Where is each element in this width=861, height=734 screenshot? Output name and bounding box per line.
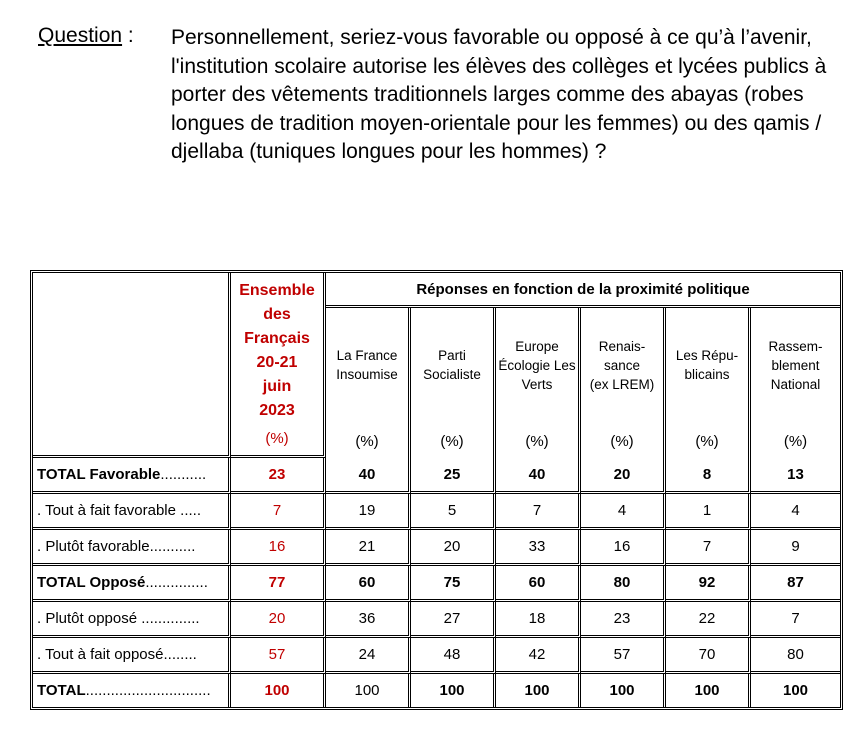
row-label	[33, 494, 231, 530]
party-pct-label: (%)	[440, 433, 464, 450]
party-value: 100	[496, 674, 581, 707]
ensemble-header-cell	[231, 273, 326, 458]
row-label	[33, 674, 231, 707]
row-label-dots: ...........	[149, 538, 196, 555]
results-table	[30, 270, 843, 710]
row-label	[33, 602, 231, 638]
party-name	[326, 308, 408, 422]
party-pct-label: (%)	[525, 433, 549, 450]
party-value: 48	[411, 638, 496, 674]
question-label-text: Question	[38, 24, 123, 47]
party-header-cell	[496, 308, 581, 458]
party-value: 24	[326, 638, 411, 674]
table-row	[33, 494, 840, 530]
party-value: 40	[496, 458, 581, 494]
question-text: Personnellement, seriez-vous favorable ou opposé à ce qu’à l’avenir, l'institution scolaire autorise les élèves des collèges et lycées publics à porter des vêtements traditionnels larges comme des abayas (robes longues de tradition moyen-orientale pour les femmes) ou des qamis / djellaba (tuniques longues pour les hommes) ?	[171, 26, 827, 164]
ensemble-header-line: Français	[244, 330, 310, 347]
political-group-title: Réponses en fonction de la proximité politique	[326, 273, 840, 308]
party-name-line: Insoumise	[336, 367, 398, 382]
row-label-text: TOTAL	[37, 682, 86, 699]
party-value: 100	[326, 674, 411, 707]
party-value: 23	[581, 602, 666, 638]
ensemble-header-line: Ensemble	[239, 282, 315, 299]
party-value: 87	[751, 566, 840, 602]
party-value: 27	[411, 602, 496, 638]
table-row	[33, 602, 840, 638]
question-label	[38, 24, 134, 48]
party-value: 33	[496, 530, 581, 566]
party-value: 20	[581, 458, 666, 494]
party-name	[581, 308, 663, 422]
row-label-text: . Plutôt favorable	[37, 538, 150, 555]
party-value: 20	[411, 530, 496, 566]
ensemble-header-line: des	[263, 306, 291, 323]
row-label	[33, 458, 231, 494]
party-value: 25	[411, 458, 496, 494]
party-value: 80	[751, 638, 840, 674]
party-header-cell	[666, 308, 751, 458]
table-row	[33, 566, 840, 602]
party-value: 40	[326, 458, 411, 494]
row-label-text: . Plutôt opposé	[37, 610, 138, 627]
ensemble-header	[231, 279, 323, 423]
row-label	[33, 530, 231, 566]
party-value: 16	[581, 530, 666, 566]
party-value: 8	[666, 458, 751, 494]
ensemble-header-line: 20-21	[256, 354, 298, 371]
ensemble-value: 77	[231, 566, 326, 602]
party-name-line: blicains	[684, 367, 730, 382]
party-value: 7	[496, 494, 581, 530]
table-row	[33, 458, 840, 494]
corner-cell	[33, 273, 231, 458]
table-body	[33, 458, 840, 707]
party-name	[496, 308, 578, 422]
table-row	[33, 674, 840, 707]
party-value: 36	[326, 602, 411, 638]
party-value: 100	[782, 682, 809, 699]
party-value: 100	[581, 674, 666, 707]
party-name-line: Renais-	[598, 338, 646, 354]
party-value: 42	[496, 638, 581, 674]
ensemble-value: 20	[231, 602, 326, 638]
party-name-line: Socialiste	[423, 367, 481, 382]
ensemble-header-line: 2023	[259, 402, 295, 419]
ensemble-value: 23	[231, 458, 326, 494]
party-value: 100	[411, 674, 496, 707]
party-name-line: (ex LREM)	[589, 376, 655, 392]
party-value: 100	[666, 674, 751, 707]
row-label-text: TOTAL Favorable	[37, 466, 161, 483]
row-label-dots: .....	[175, 502, 201, 519]
results-table-wrapper	[30, 270, 837, 710]
question-label-colon: :	[122, 24, 134, 47]
party-value: 4	[581, 494, 666, 530]
table-row	[33, 530, 840, 566]
party-name-line: La France	[336, 348, 398, 363]
party-name-line: Les Répu-	[675, 348, 739, 363]
row-label-dots: ...............	[145, 574, 208, 591]
party-pct-label: (%)	[355, 433, 379, 450]
party-name	[411, 308, 493, 422]
party-pct-label: (%)	[610, 433, 634, 450]
party-name	[751, 308, 840, 422]
ensemble-value: 7	[231, 494, 326, 530]
row-label-dots: ........	[163, 646, 197, 663]
party-value: 70	[666, 638, 751, 674]
party-value: 19	[326, 494, 411, 530]
party-value: 13	[751, 458, 840, 494]
row-label-text: TOTAL Opposé	[37, 574, 146, 591]
party-name-line: blement	[771, 357, 820, 373]
ensemble-value: 100	[231, 674, 326, 707]
row-label	[33, 566, 231, 602]
row-label-dots: ..............................	[85, 682, 211, 699]
party-value: 9	[751, 530, 840, 566]
party-value: 18	[496, 602, 581, 638]
party-header-cell	[326, 308, 411, 458]
party-header-cell	[581, 308, 666, 458]
party-name-line: Europe	[515, 338, 559, 354]
party-name	[666, 308, 748, 422]
party-value: 80	[581, 566, 666, 602]
party-header-cell	[751, 308, 840, 458]
party-name-line: Parti	[438, 348, 466, 363]
party-value: 75	[411, 566, 496, 602]
party-header-cell	[411, 308, 496, 458]
row-label-dots: ...........	[160, 466, 207, 483]
party-name-line: Écologie Les	[498, 357, 576, 373]
party-name-line: National	[770, 376, 821, 392]
ensemble-pct-label: (%)	[265, 430, 289, 447]
party-value: 1	[666, 494, 751, 530]
ensemble-value: 57	[231, 638, 326, 674]
party-name-line: Verts	[521, 376, 553, 392]
row-label-text: . Tout à fait favorable	[37, 502, 176, 519]
party-name-line: Rassem-	[768, 338, 823, 354]
party-value: 7	[666, 530, 751, 566]
row-label-dots: ..............	[137, 610, 200, 627]
table-row	[33, 638, 840, 674]
party-value: 21	[326, 530, 411, 566]
party-pct-label: (%)	[695, 433, 719, 450]
party-value: 92	[666, 566, 751, 602]
party-value: 22	[666, 602, 751, 638]
party-pct-label: (%)	[783, 433, 808, 450]
party-value: 57	[581, 638, 666, 674]
party-value: 5	[411, 494, 496, 530]
ensemble-value: 16	[231, 530, 326, 566]
party-value: 60	[326, 566, 411, 602]
row-label-text: . Tout à fait opposé	[37, 646, 164, 663]
row-label	[33, 638, 231, 674]
party-name-line: sance	[603, 357, 640, 373]
ensemble-header-line: juin	[262, 378, 292, 395]
party-value: 7	[751, 602, 840, 638]
party-value: 60	[496, 566, 581, 602]
party-value: 4	[751, 494, 840, 530]
